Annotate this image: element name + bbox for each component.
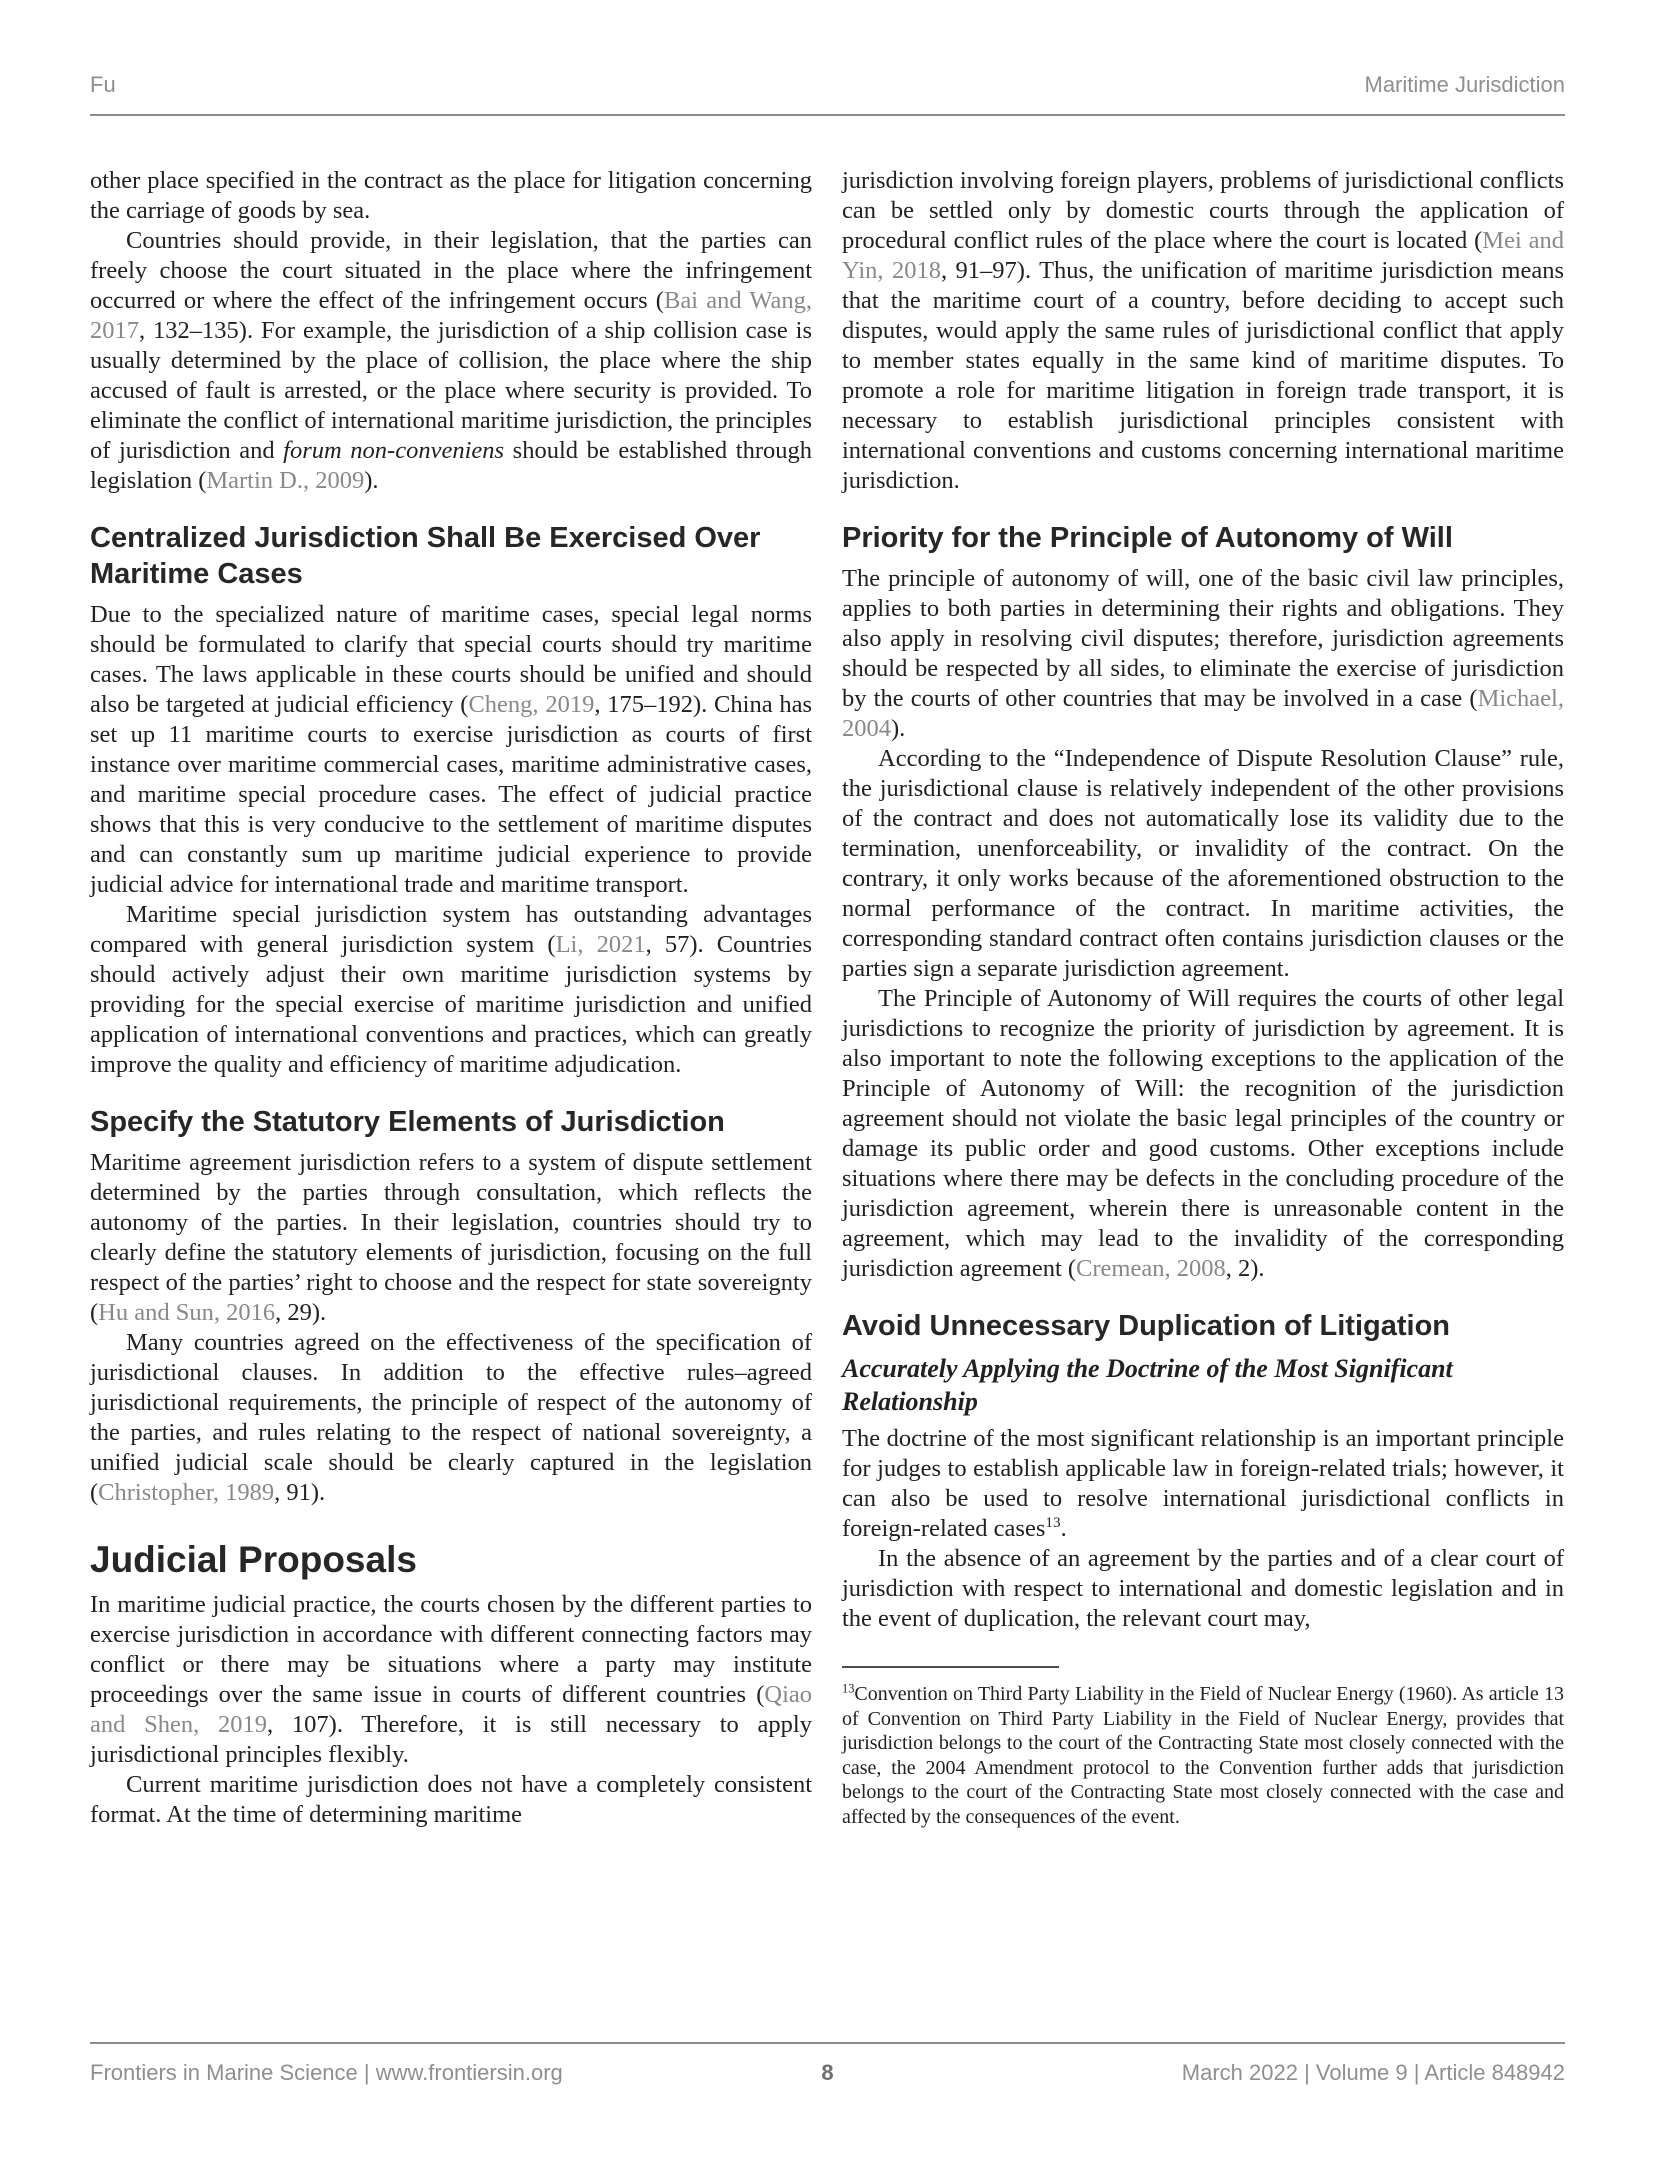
right-column — [842, 166, 1564, 1830]
text-run: jurisdiction involving foreign players, problems of jurisdictional conflicts can be settled only by domestic courts through the application of procedural conflict rules of the place where the court is located ( — [842, 167, 1564, 254]
text-run: , 175–192). China has set up 11 maritime courts to exercise jurisdiction as courts of first instance over maritime commercial cases, maritime administrative cases, and maritime special procedure cases. The effect of judicial practice shows that this is very conducive to the settlement of maritime disputes and can constantly sum up maritime judicial experience to provide judicial advice for international trade and maritime transport. — [90, 691, 812, 898]
text-run: Maritime agreement jurisdiction refers to a system of dispute settlement determined by the parties through consultation, which reflects the autonomy of the parties. In their legislation, countries should try to clearly define the statutory elements of jurisdiction, focusing on the full respect of the parties’ right to choose and the respect for state sovereignty ( — [90, 1149, 812, 1326]
footer-issue: March 2022 | Volume 9 | Article 848942 — [1181, 2060, 1565, 2085]
text-run: The principle of autonomy of will, one of the basic civil law principles, applies to both parties in determining their rights and obligations. They also apply in resolving civil disputes; therefore, jurisdiction agreements should be respected by all sides, to eliminate the exercise of jurisdiction by the courts of other countries that may be involved in a case ( — [842, 565, 1564, 712]
citation-link[interactable]: Hu and Sun, 2016 — [98, 1299, 276, 1326]
italic-subheading — [842, 1352, 1564, 1418]
paragraph — [842, 166, 1564, 496]
text-run: , 107). Therefore, it is still necessary to apply jurisdictional principles flexibly. — [90, 1711, 812, 1768]
paragraph — [90, 1770, 812, 1830]
subsection-heading — [90, 1104, 812, 1140]
paragraph — [842, 1544, 1564, 1634]
text-run: Avoid Unnecessary Duplication of Litigation — [842, 1310, 1450, 1342]
running-head — [90, 72, 1565, 98]
footer-rule — [90, 2042, 1565, 2044]
text-run: , 91). — [274, 1479, 326, 1506]
text-run: Maritime special jurisdiction system has outstanding advantages compared with general jurisdiction system ( — [90, 901, 812, 958]
text-run: Centralized Jurisdiction Shall Be Exercised Over Maritime Cases — [90, 522, 761, 590]
text-run: , 57). Countries should actively adjust their own maritime jurisdiction systems by providing for the special exercise of maritime jurisdiction and unified application of international conventions and practices, which can greatly improve the quality and efficiency of maritime adjudication. — [90, 931, 813, 1078]
page-footer — [90, 2060, 1565, 2086]
paragraph — [842, 564, 1564, 744]
citation-link[interactable]: Michael, 2004 — [842, 685, 1564, 742]
text-run: ). — [364, 467, 379, 494]
citation-link[interactable]: Cheng, 2019 — [468, 691, 595, 718]
paragraph — [90, 1590, 812, 1770]
text-run: Due to the specialized nature of maritime cases, special legal norms should be formulated to clarify that special courts should try maritime cases. The laws applicable in these courts should be unified and should also be targeted at judicial efficiency ( — [90, 601, 812, 718]
footnote — [842, 1682, 1564, 1829]
paragraph — [90, 600, 812, 900]
text-run: The doctrine of the most significant relationship is an important principle for judges to establish applicable law in foreign-related trials; however, it can also be used to resolve international jurisdictional conflicts in foreign-related cases — [842, 1425, 1564, 1542]
paragraph — [90, 166, 812, 226]
citation-link[interactable]: Martin D., 2009 — [206, 467, 365, 494]
footnote-marker[interactable]: 13 — [842, 1681, 855, 1696]
text-run: According to the “Independence of Dispute Resolution Clause” rule, the jurisdictional clause is relatively independent of the other provisions of the contract and does not automatically lose its validity due to the termination, unenforceability, or invalidity of the contract. On the contrary, it only works because of the aforementioned obstruction to the normal performance of the contract. In maritime activities, the corresponding standard contract often contains jurisdiction clauses or the parties sign a separate jurisdiction agreement. — [842, 745, 1564, 982]
subsection-heading — [842, 1308, 1564, 1344]
subsection-heading — [90, 520, 812, 592]
paragraph — [842, 984, 1564, 1284]
citation-link[interactable]: Cremean, 2008 — [1076, 1255, 1226, 1282]
subsection-heading — [842, 520, 1564, 556]
section-heading — [90, 1538, 812, 1582]
text-run: Many countries agreed on the effectiveness of the specification of jurisdictional clauses. In addition to the effective rules–agreed jurisdictional requirements, the principle of respect of the autonomy of the parties, and rules relating to the respect of national sovereignty, a unified judicial scale should be clearly captured in the legislation ( — [90, 1329, 812, 1506]
footer-journal: Frontiers in Marine Science | www.frontiersin.org — [90, 2060, 563, 2085]
left-column — [90, 166, 812, 1830]
text-run: Accurately Applying the Doctrine of the Most Significant Relationship — [842, 1354, 1453, 1416]
paragraph — [90, 900, 812, 1080]
citation-link[interactable]: Bai and Wang, 2017 — [90, 287, 813, 344]
text-run: The Principle of Autonomy of Will requires the courts of other legal jurisdictions to recognize the priority of jurisdiction by agreement. It is also important to note the following exceptions to the application of the Principle of Autonomy of Will: the recognition of the jurisdiction agreement should not violate the basic legal principles of the country or damage its public order and good customs. Other exceptions include situations where there may be defects in the concluding procedure of the jurisdiction agreement, wherein there is unreasonable content in the agreement, which may lead to the invalidity of the corresponding jurisdiction agreement ( — [842, 985, 1564, 1282]
page-number: 8 — [821, 2060, 834, 2085]
paragraph — [842, 1424, 1564, 1544]
text-run: , 91–97). Thus, the unification of maritime jurisdiction means that the maritime court of a country, before deciding to accept such disputes, would apply the same rules of jurisdictional conflict that apply to member states equally in the same kind of maritime disputes. To promote a role for maritime litigation in foreign trade transport, it is necessary to establish jurisdictional principles consistent with international conventions and customs concerning international maritime jurisdiction. — [842, 257, 1565, 494]
article-body — [90, 166, 1565, 1830]
paragraph — [90, 1148, 812, 1328]
paragraph — [90, 226, 812, 496]
citation-link[interactable]: Christopher, 1989 — [98, 1479, 275, 1506]
text-run: In maritime judicial practice, the courts chosen by the different parties to exercise jurisdiction in accordance with different connecting factors may conflict or there may be situations where a party may institute proceedings over the same issue in courts of different countries ( — [90, 1591, 812, 1708]
text-run: Priority for the Principle of Autonomy of Will — [842, 522, 1453, 554]
paragraph — [90, 1328, 812, 1508]
italic-term: forum non-conveniens — [283, 437, 505, 464]
text-run: In the absence of an agreement by the parties and of a clear court of jurisdiction with respect to international and domestic legislation and in the event of duplication, the relevant court may, — [842, 1545, 1564, 1632]
running-head-title: Maritime Jurisdiction — [1364, 72, 1565, 97]
citation-link[interactable]: Mei and Yin, 2018 — [842, 227, 1565, 284]
text-run: Current maritime jurisdiction does not have a completely consistent format. At the time of determining maritime — [90, 1771, 812, 1828]
header-rule — [90, 114, 1565, 116]
text-run: , 2). — [1225, 1255, 1265, 1282]
text-run: , 29). — [275, 1299, 327, 1326]
text-run: Judicial Proposals — [90, 1539, 417, 1580]
text-run: Specify the Statutory Elements of Jurisdiction — [90, 1106, 725, 1138]
footnote-separator — [842, 1666, 1059, 1668]
text-run: , 132–135). For example, the jurisdiction of a ship collision case is usually determined by the place of collision, the place where the ship accused of fault is arrested, or the place where security is provided. To eliminate the conflict of international maritime jurisdiction, the principles of jurisdiction and — [90, 317, 812, 464]
footnote-marker[interactable]: 13 — [1045, 1513, 1061, 1531]
text-run: ). — [891, 715, 906, 742]
running-head-author: Fu — [90, 72, 116, 97]
citation-link[interactable]: Li, 2021 — [555, 931, 646, 958]
text-run: . — [1060, 1515, 1067, 1542]
text-run: should be established through legislation ( — [90, 437, 812, 494]
citation-link[interactable]: Qiao and Shen, 2019 — [90, 1681, 812, 1738]
page-footer-block — [90, 2034, 1565, 2086]
text-run: Countries should provide, in their legislation, that the parties can freely choose the court situated in the place where the infringement occurred or where the effect of the infringement occurs ( — [90, 227, 812, 314]
text-run: Convention on Third Party Liability in the Field of Nuclear Energy (1960). As article 13 of Convention on Third Party Liability in the Field of Nuclear Energy, provides that jurisdiction belongs to the court of the Contracting State most closely connected with the case, the 2004 Amendment protocol to the Convention further adds that jurisdiction belongs to the court of the Contracting State most closely connected with the case and affected by the consequences of the event. — [842, 1683, 1564, 1828]
text-run: other place specified in the contract as the place for litigation concerning the carriage of goods by sea. — [90, 167, 812, 224]
paragraph — [842, 744, 1564, 984]
